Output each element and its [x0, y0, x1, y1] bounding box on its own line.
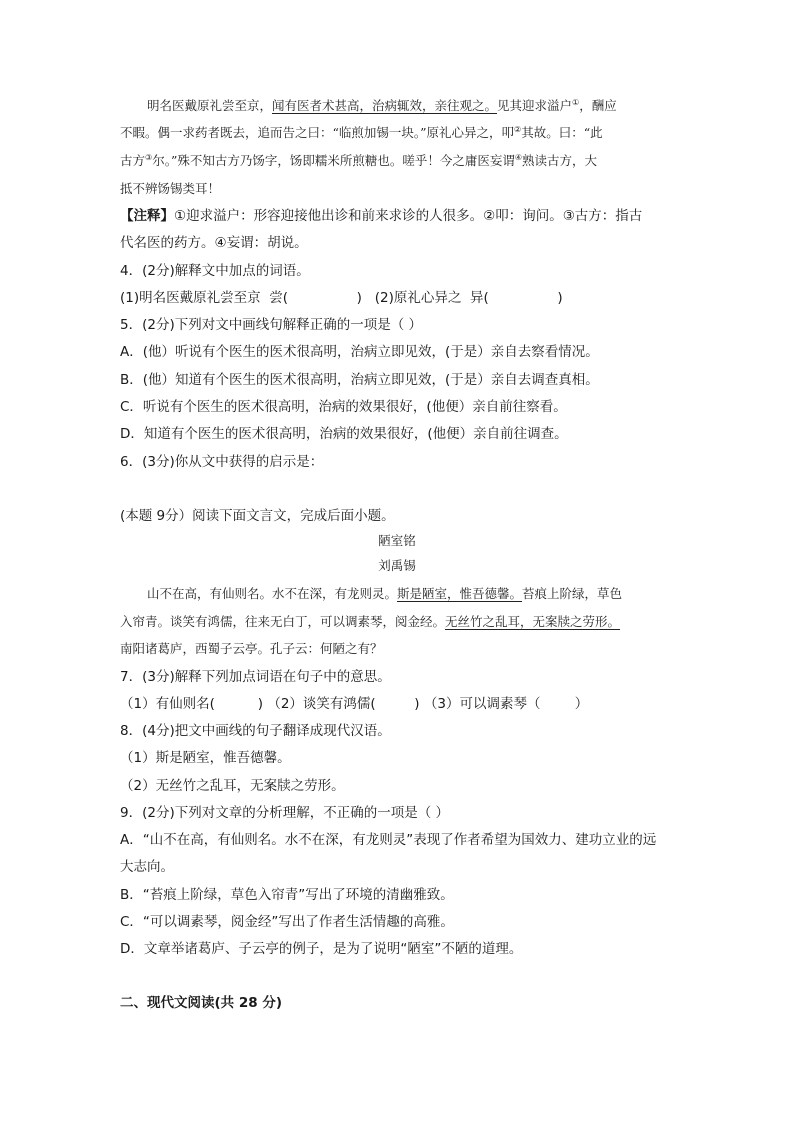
question-4-subitems: (1)明名医戴原礼尝至京 尝( ) (2)原礼心异之 异( ) — [120, 290, 563, 306]
question-5-option-a: A．(他）听说有个医生的医术很高明，治病立即见效，(于是）亲自去察看情况。 — [120, 344, 599, 360]
section-intro: (本题 9分）阅读下面文言文，完成后面小题。 — [120, 508, 395, 524]
question-9-option-a: A．“山不在高，有仙则名。水不在深，有龙则灵”表现了作者希望为国效力、建功立业的远 — [120, 832, 657, 848]
notes-line-2 — [120, 234, 308, 252]
question-7-subitems: （1）有仙则名( ) （2）谈笑有鸿儒( ) （3）可以调素琴（ ） — [120, 696, 589, 712]
note-marker: ④ — [514, 152, 523, 162]
notes-text: ①迎求溢户：形容迎接他出诊和前来求诊的人很多。②叩：询问。③古方：指古 — [174, 208, 643, 224]
passage1-line-1 — [147, 97, 617, 115]
passage1-underlined-sentence: 闻有医者术甚高，治病辄效，亲往观之。 — [272, 98, 498, 113]
passage2-underlined-sentence-1: 斯是陋室，惟吾德馨。 — [397, 586, 523, 601]
question-7-stem: 7．(3分)解释下列加点词语在句子中的意思。 — [120, 669, 391, 685]
passage2-text: 苔痕上阶绿，草色 — [522, 586, 623, 601]
question-6-stem: 6．(3分)你从文中获得的启示是： — [120, 454, 324, 470]
question-5-option-c: C．听说有个医生的医术很高明，治病的效果很好，(他便）亲自前往察看。 — [120, 399, 567, 415]
passage2-line-1 — [147, 585, 622, 603]
passage1-text: 古方 — [120, 153, 146, 168]
passage1-text: 尔。”殊不知古方乃饧字，饧即糯米所煎糖也。嗟乎！今之庸医妄谓 — [152, 153, 515, 168]
passage2-text: 南阳诸葛庐，西蜀子云亭。孔子云：何陋之有？ — [120, 641, 383, 656]
passage1-text: 明名医戴原礼尝至京， — [147, 98, 273, 113]
notes-text: 代名医的药方。④妄谓：胡说。 — [120, 235, 308, 251]
passage2-underlined-sentence-2: 无丝竹之乱耳，无案牍之劳形。 — [445, 614, 621, 629]
question-9-option-d: D．文章举诸葛庐、子云亭的例子，是为了说明“陋室”不陋的道理。 — [120, 941, 523, 957]
passage2-line-3 — [120, 640, 383, 658]
passage1-line-3 — [120, 152, 597, 170]
passage1-text: 其故。曰：“此 — [521, 125, 603, 140]
passage1-line-2 — [120, 124, 603, 142]
passage1-text: ，酬应 — [579, 98, 617, 113]
question-9-option-c: C．“可以调素琴，阅金经”写出了作者生活情趣的高雅。 — [120, 914, 454, 930]
section-heading: 二、现代文阅读(共 28 分) — [120, 995, 283, 1011]
question-9-stem: 9．(2分)下列对文章的分析理解，不正确的一项是（ ） — [120, 805, 450, 821]
question-5-option-b: B．(他）知道有个医生的医术很高明，治病立即见效，(于是）亲自去调查真相。 — [120, 372, 599, 388]
question-8-sentence-2: （2）无丝竹之乱耳，无案牍之劳形。 — [120, 778, 345, 794]
question-9-option-a-continued: 大志向。 — [120, 859, 174, 875]
question-8-stem: 8．(4分)把文中画线的句子翻译成现代汉语。 — [120, 723, 391, 739]
question-5-stem: 5．(2分)下列对文中画线句解释正确的一项是（ ） — [120, 317, 423, 333]
notes-line-1 — [120, 207, 642, 225]
passage2-text: 山不在高，有仙则名。水不在深，有龙则灵。 — [147, 586, 398, 601]
passage1-line-4 — [120, 180, 220, 198]
question-4-stem: 4．(2分)解释文中加点的词语。 — [120, 263, 310, 279]
question-9-option-b: B．“苔痕上阶绿，草色入帘青”写出了环境的清幽雅致。 — [120, 887, 454, 903]
question-8-sentence-1: （1）斯是陋室，惟吾德馨。 — [120, 750, 291, 766]
note-marker: ③ — [145, 152, 153, 162]
passage2-author: 刘禹锡 — [378, 558, 416, 573]
passage1-text: 不暇。偶一求药者既去，追而告之曰：“临煎加锡一块。”原礼心异之，叩 — [120, 125, 515, 140]
note-marker: ② — [514, 124, 522, 134]
note-marker: ① — [572, 97, 580, 107]
passage1-text: 熟读古方，大 — [522, 153, 598, 168]
passage2-text: 入帘青。谈笑有鸿儒，往来无白丁，可以调素琴，阅金经。 — [120, 614, 446, 629]
question-5-option-d: D．知道有个医生的医术很高明，治病的效果很好，(他便）亲自前往调查。 — [120, 426, 568, 442]
passage1-text: 见其迎求溢户 — [497, 98, 573, 113]
passage2-line-2 — [120, 613, 620, 631]
passage2-title: 陋室铭 — [378, 533, 416, 548]
notes-label: 【注释】 — [120, 208, 174, 224]
passage1-text: 抵不辨饧锡类耳！ — [120, 181, 221, 196]
